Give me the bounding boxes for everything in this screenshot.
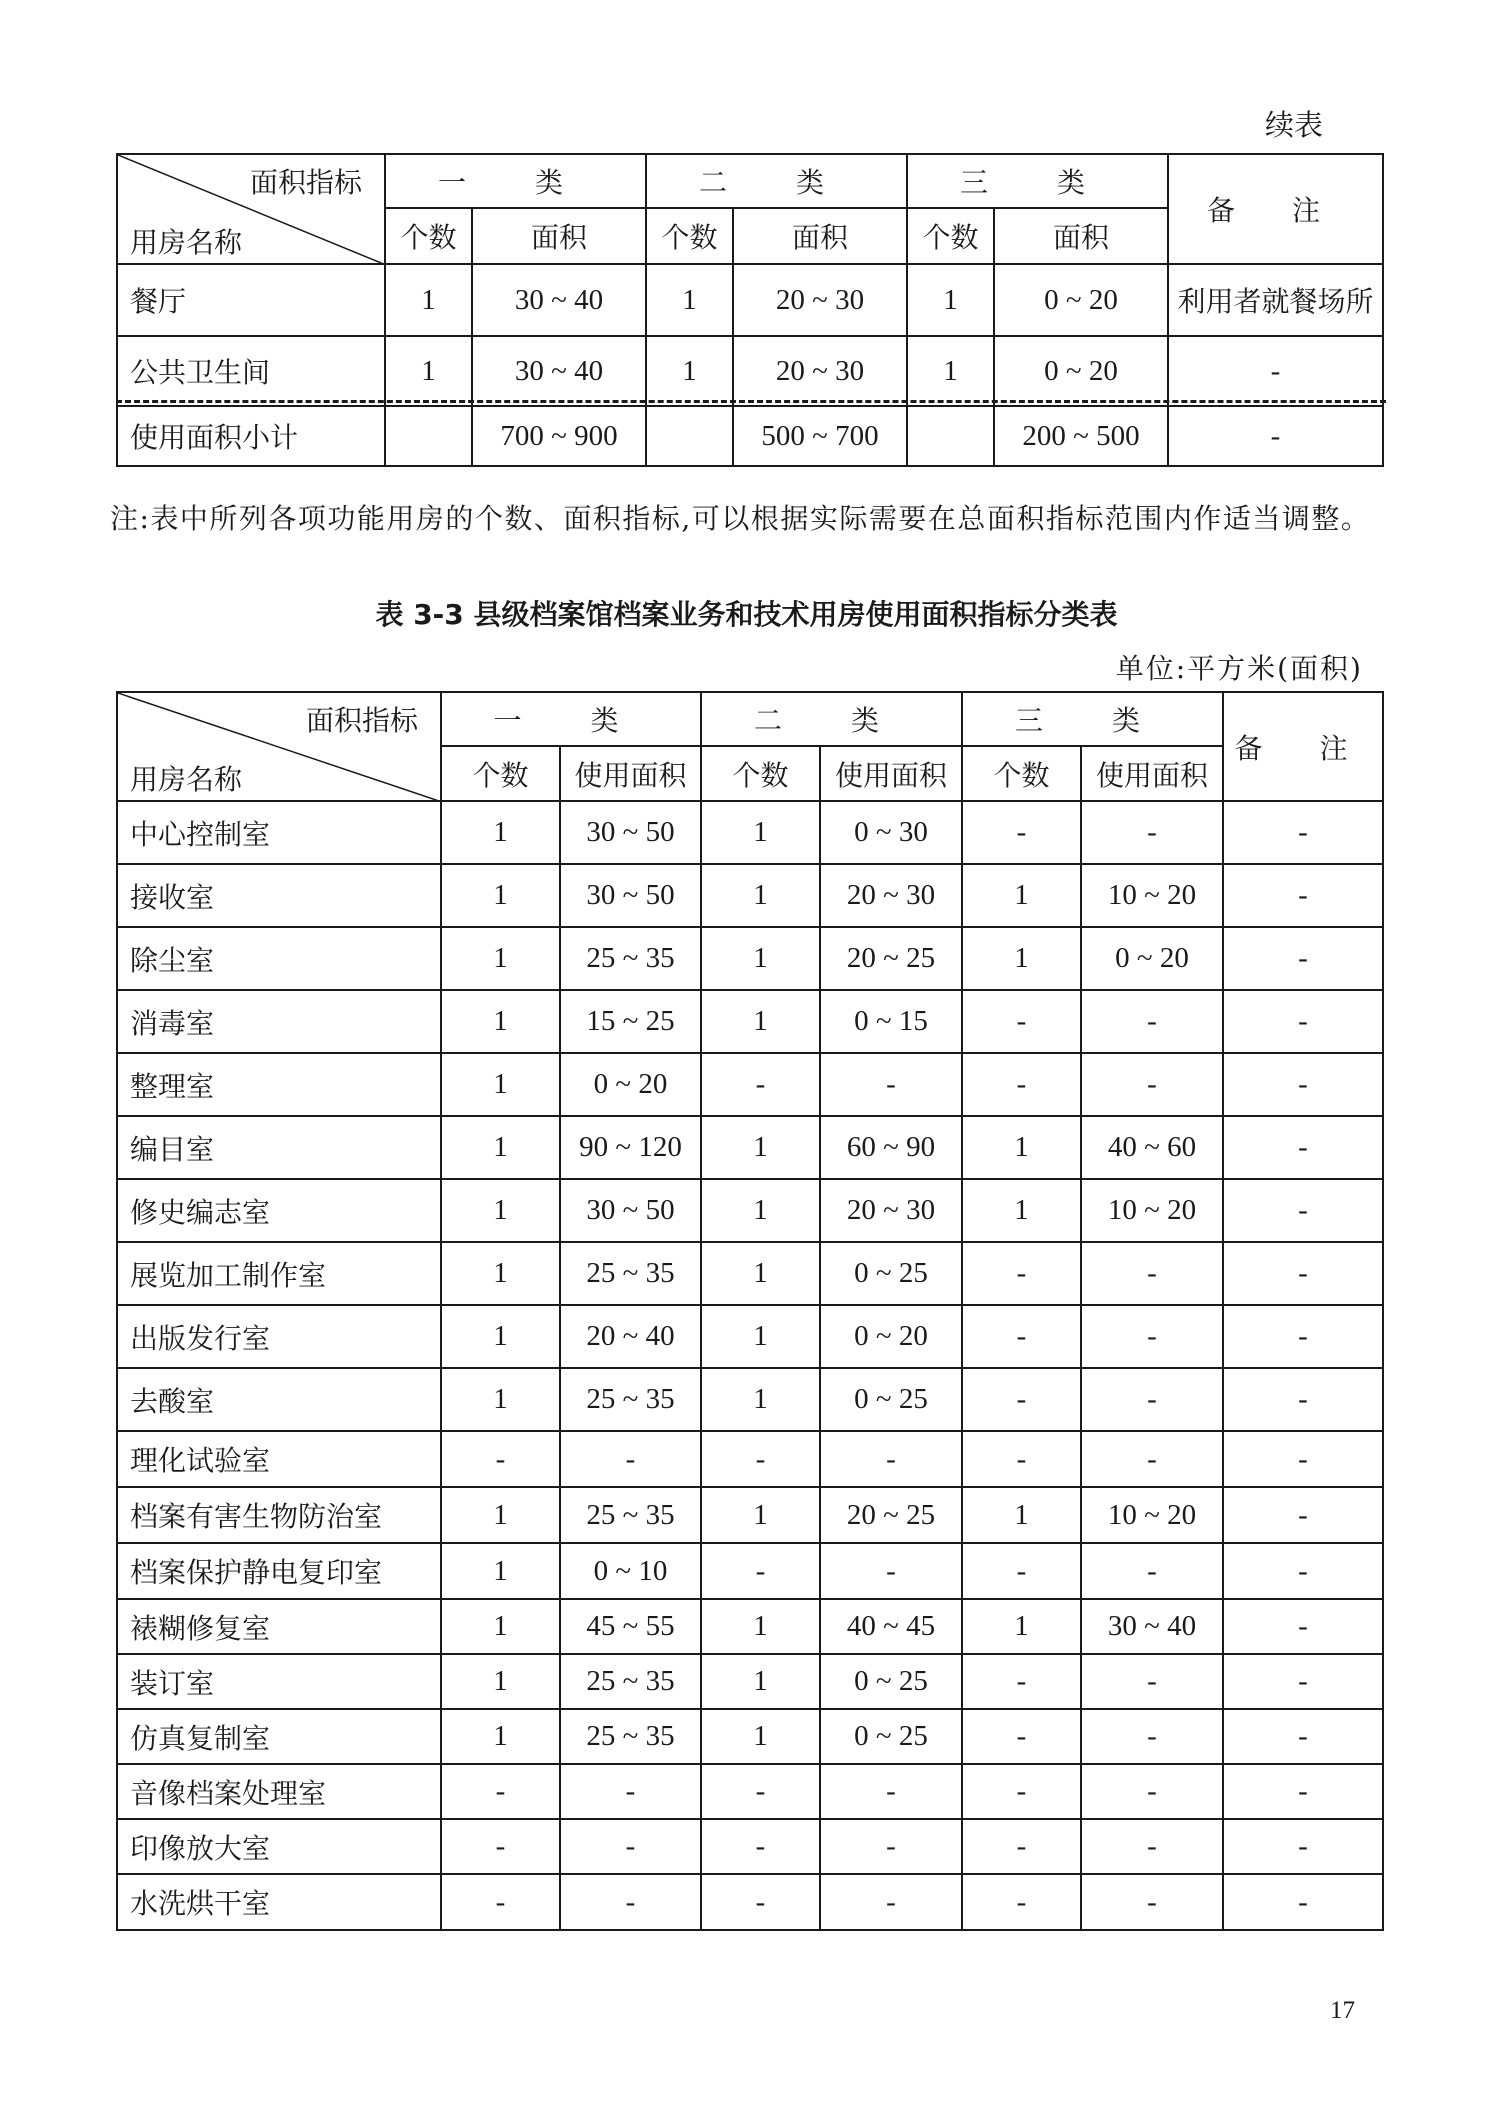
area-cell: - [820,1874,962,1930]
header-room-name: 用房名称 [130,763,243,796]
area-cell: - [1081,1431,1223,1487]
area-cell: 45 ~ 55 [560,1599,701,1654]
room-name-cell: 修史编志室 [117,1179,441,1242]
area-cell: - [820,1543,962,1599]
unit-label: 单位:平方米(面积) [1115,652,1363,685]
table-body [117,801,1383,1930]
count-cell: 1 [962,1599,1081,1654]
sub-header: 个数 [962,746,1081,801]
area-table-continued [116,153,1384,467]
sub-header: 个数 [907,208,994,264]
area-cell: 20 ~ 25 [820,1487,962,1543]
room-name-cell: 去酸室 [117,1368,441,1431]
remark-cell: - [1168,336,1383,406]
area-cell: 15 ~ 25 [560,990,701,1053]
area-cell: - [820,1764,962,1819]
count-cell: 1 [701,1654,820,1709]
table-row [117,1431,1383,1487]
area-cell: - [560,1819,701,1874]
count-cell: - [962,1543,1081,1599]
remark-header: 备 注 [1223,692,1383,801]
continued-label: 续表 [1265,108,1324,142]
count-cell: 1 [701,1116,820,1179]
area-cell: 500 ~ 700 [733,406,907,466]
area-cell: 30 ~ 50 [560,801,701,864]
table-row [117,1179,1383,1242]
area-cell: - [560,1764,701,1819]
remark-cell: - [1223,1874,1383,1930]
continuation-divider [116,400,1386,403]
remark-cell: - [1223,1764,1383,1819]
area-cell: 200 ~ 500 [994,406,1168,466]
group-header-3: 三 类 [907,154,1168,208]
count-cell: - [962,1819,1081,1874]
table-row [117,1053,1383,1116]
count-cell: 1 [441,1368,560,1431]
table-row [117,1874,1383,1930]
area-cell: 30 ~ 40 [472,264,646,336]
diagonal-header-cell [117,154,385,264]
room-name-cell: 除尘室 [117,927,441,990]
area-cell: 0 ~ 20 [1081,927,1223,990]
table-row [117,1819,1383,1874]
remark-cell: - [1223,1709,1383,1764]
room-name-cell: 整理室 [117,1053,441,1116]
area-cell: 0 ~ 25 [820,1654,962,1709]
count-cell: 1 [441,864,560,927]
room-name-cell: 理化试验室 [117,1431,441,1487]
area-cell: 0 ~ 25 [820,1242,962,1305]
area-cell: - [560,1431,701,1487]
table-row [117,264,1383,336]
count-cell: 1 [701,1368,820,1431]
area-cell: 25 ~ 35 [560,1368,701,1431]
count-cell: 1 [441,927,560,990]
area-cell: 90 ~ 120 [560,1116,701,1179]
count-cell: 1 [701,927,820,990]
count-cell: 1 [701,864,820,927]
count-cell: - [962,801,1081,864]
table-row [117,1764,1383,1819]
area-cell: 0 ~ 25 [820,1709,962,1764]
room-name-cell: 水洗烘干室 [117,1874,441,1930]
area-cell: - [820,1431,962,1487]
area-cell: 30 ~ 40 [1081,1599,1223,1654]
area-cell: 20 ~ 40 [560,1305,701,1368]
area-cell: - [1081,1654,1223,1709]
area-cell: - [1081,1819,1223,1874]
remark-cell: - [1223,1053,1383,1116]
area-cell: 30 ~ 50 [560,1179,701,1242]
count-cell: 1 [701,1487,820,1543]
table-row [117,1116,1383,1179]
count-cell: - [962,1654,1081,1709]
table-row [117,1305,1383,1368]
area-cell: 25 ~ 35 [560,1654,701,1709]
area-cell: 20 ~ 25 [820,927,962,990]
remark-cell: - [1223,864,1383,927]
room-name-cell: 档案保护静电复印室 [117,1543,441,1599]
count-cell: - [962,1053,1081,1116]
area-cell: 20 ~ 30 [733,336,907,406]
count-cell: - [441,1431,560,1487]
header-area-index: 面积指标 [305,704,418,737]
area-cell: 700 ~ 900 [472,406,646,466]
room-name-cell: 接收室 [117,864,441,927]
sub-header: 使用面积 [820,746,962,801]
remark-cell: - [1223,1654,1383,1709]
area-cell: - [1081,1053,1223,1116]
count-cell: - [441,1819,560,1874]
area-cell: - [1081,1709,1223,1764]
count-cell: - [441,1764,560,1819]
count-cell: - [962,1709,1081,1764]
count-cell: - [701,1053,820,1116]
area-cell: 0 ~ 20 [820,1305,962,1368]
sub-header: 个数 [701,746,820,801]
area-cell: - [1081,801,1223,864]
table-row [117,1368,1383,1431]
area-cell: - [1081,1305,1223,1368]
count-cell: 1 [385,264,472,336]
count-cell: - [701,1543,820,1599]
count-cell: 1 [441,1305,560,1368]
count-cell [385,406,472,466]
remark-header: 备 注 [1168,154,1383,264]
group-header-2: 二 类 [701,692,962,746]
count-cell: - [701,1431,820,1487]
table-caption: 表 3-3 县级档案馆档案业务和技术用房使用面积指标分类表 [375,598,1118,631]
count-cell [907,406,994,466]
area-cell: 10 ~ 20 [1081,1487,1223,1543]
count-cell: 1 [441,1543,560,1599]
group-header-1: 一 类 [441,692,701,746]
count-cell: 1 [962,1487,1081,1543]
group-header-3: 三 类 [962,692,1223,746]
table-row [117,1543,1383,1599]
room-name-cell: 公共卫生间 [117,336,385,406]
count-cell: - [701,1819,820,1874]
remark-cell: - [1168,406,1383,466]
sub-header: 面积 [994,208,1168,264]
diagonal-header-cell [117,692,441,801]
count-cell: 1 [701,990,820,1053]
remark-cell: - [1223,1543,1383,1599]
table-row [117,1709,1383,1764]
count-cell: 1 [441,1116,560,1179]
count-cell: - [962,990,1081,1053]
group-header-2: 二 类 [646,154,907,208]
room-name-cell: 餐厅 [117,264,385,336]
area-cell: 20 ~ 30 [733,264,907,336]
area-cell: 10 ~ 20 [1081,1179,1223,1242]
header-area-index: 面积指标 [249,166,362,199]
area-cell: 30 ~ 40 [472,336,646,406]
count-cell: 1 [441,1709,560,1764]
header-room-name: 用房名称 [130,226,243,259]
count-cell: - [962,1305,1081,1368]
table-row [117,927,1383,990]
area-cell: 25 ~ 35 [560,1709,701,1764]
count-cell: 1 [385,336,472,406]
count-cell: 1 [701,1305,820,1368]
remark-cell: - [1223,1487,1383,1543]
count-cell: 1 [441,1242,560,1305]
count-cell: - [962,1874,1081,1930]
count-cell: 1 [441,1053,560,1116]
room-name-cell: 消毒室 [117,990,441,1053]
area-cell: - [560,1874,701,1930]
remark-cell: - [1223,1431,1383,1487]
count-cell: - [962,1431,1081,1487]
room-name-cell: 裱糊修复室 [117,1599,441,1654]
area-cell: 10 ~ 20 [1081,864,1223,927]
remark-cell: - [1223,801,1383,864]
count-cell: 1 [962,1179,1081,1242]
area-cell: 25 ~ 35 [560,1487,701,1543]
room-name-cell: 印像放大室 [117,1819,441,1874]
room-name-cell: 装订室 [117,1654,441,1709]
page-number: 17 [1330,1997,1355,2024]
remark-cell: - [1223,1242,1383,1305]
count-cell: - [962,1764,1081,1819]
count-cell: 1 [646,264,733,336]
count-cell: - [962,1368,1081,1431]
area-cell: - [820,1819,962,1874]
area-cell: 0 ~ 20 [994,264,1168,336]
table-row [117,336,1383,406]
remark-cell: - [1223,1368,1383,1431]
room-name-cell: 仿真复制室 [117,1709,441,1764]
count-cell: - [962,1242,1081,1305]
count-cell: 1 [441,1654,560,1709]
area-cell: 0 ~ 15 [820,990,962,1053]
area-table-3-3 [116,691,1384,1931]
remark-cell: - [1223,927,1383,990]
area-cell: 20 ~ 30 [820,864,962,927]
area-cell: 40 ~ 45 [820,1599,962,1654]
count-cell: - [701,1874,820,1930]
table-row [117,406,1383,466]
area-cell: - [1081,1764,1223,1819]
area-cell: - [1081,990,1223,1053]
count-cell: 1 [441,1599,560,1654]
count-cell: 1 [441,1487,560,1543]
area-cell: 25 ~ 35 [560,927,701,990]
area-cell: - [1081,1874,1223,1930]
area-cell: 0 ~ 20 [560,1053,701,1116]
sub-header: 面积 [472,208,646,264]
area-cell: 0 ~ 20 [994,336,1168,406]
count-cell: 1 [701,801,820,864]
count-cell: 1 [701,1599,820,1654]
sub-header: 个数 [441,746,560,801]
count-cell: 1 [962,927,1081,990]
room-name-cell: 使用面积小计 [117,406,385,466]
count-cell: - [441,1874,560,1930]
area-cell: - [1081,1543,1223,1599]
count-cell: 1 [646,336,733,406]
count-cell: 1 [907,264,994,336]
remark-cell: - [1223,1116,1383,1179]
area-cell: - [820,1053,962,1116]
room-name-cell: 编目室 [117,1116,441,1179]
remark-cell: 利用者就餐场所 [1168,264,1383,336]
sub-header: 个数 [646,208,733,264]
count-cell: 1 [907,336,994,406]
area-cell: - [1081,1242,1223,1305]
sub-header: 使用面积 [560,746,701,801]
count-cell: 1 [701,1179,820,1242]
group-header-1: 一 类 [385,154,646,208]
sub-header: 面积 [733,208,907,264]
room-name-cell: 出版发行室 [117,1305,441,1368]
area-cell: 0 ~ 10 [560,1543,701,1599]
room-name-cell: 档案有害生物防治室 [117,1487,441,1543]
room-name-cell: 展览加工制作室 [117,1242,441,1305]
table-row [117,801,1383,864]
table-row [117,1599,1383,1654]
table-note: 注:表中所列各项功能用房的个数、面积指标,可以根据实际需要在总面积指标范围内作适当调整。 [110,502,1371,535]
area-cell: 0 ~ 25 [820,1368,962,1431]
table-row [117,990,1383,1053]
table-row [117,1487,1383,1543]
count-cell: 1 [962,864,1081,927]
room-name-cell: 中心控制室 [117,801,441,864]
sub-header: 使用面积 [1081,746,1223,801]
area-cell: 20 ~ 30 [820,1179,962,1242]
remark-cell: - [1223,1599,1383,1654]
area-cell: 30 ~ 50 [560,864,701,927]
area-cell: 40 ~ 60 [1081,1116,1223,1179]
count-cell: 1 [962,1116,1081,1179]
count-cell [646,406,733,466]
count-cell: 1 [701,1709,820,1764]
table-row [117,1242,1383,1305]
area-cell: 25 ~ 35 [560,1242,701,1305]
area-cell: 60 ~ 90 [820,1116,962,1179]
count-cell: - [701,1764,820,1819]
area-cell: 0 ~ 30 [820,801,962,864]
area-cell: - [1081,1368,1223,1431]
remark-cell: - [1223,1819,1383,1874]
sub-header: 个数 [385,208,472,264]
count-cell: 1 [701,1242,820,1305]
room-name-cell: 音像档案处理室 [117,1764,441,1819]
count-cell: 1 [441,801,560,864]
remark-cell: - [1223,990,1383,1053]
count-cell: 1 [441,1179,560,1242]
remark-cell: - [1223,1179,1383,1242]
table-row [117,1654,1383,1709]
count-cell: 1 [441,990,560,1053]
remark-cell: - [1223,1305,1383,1368]
table-row [117,864,1383,927]
